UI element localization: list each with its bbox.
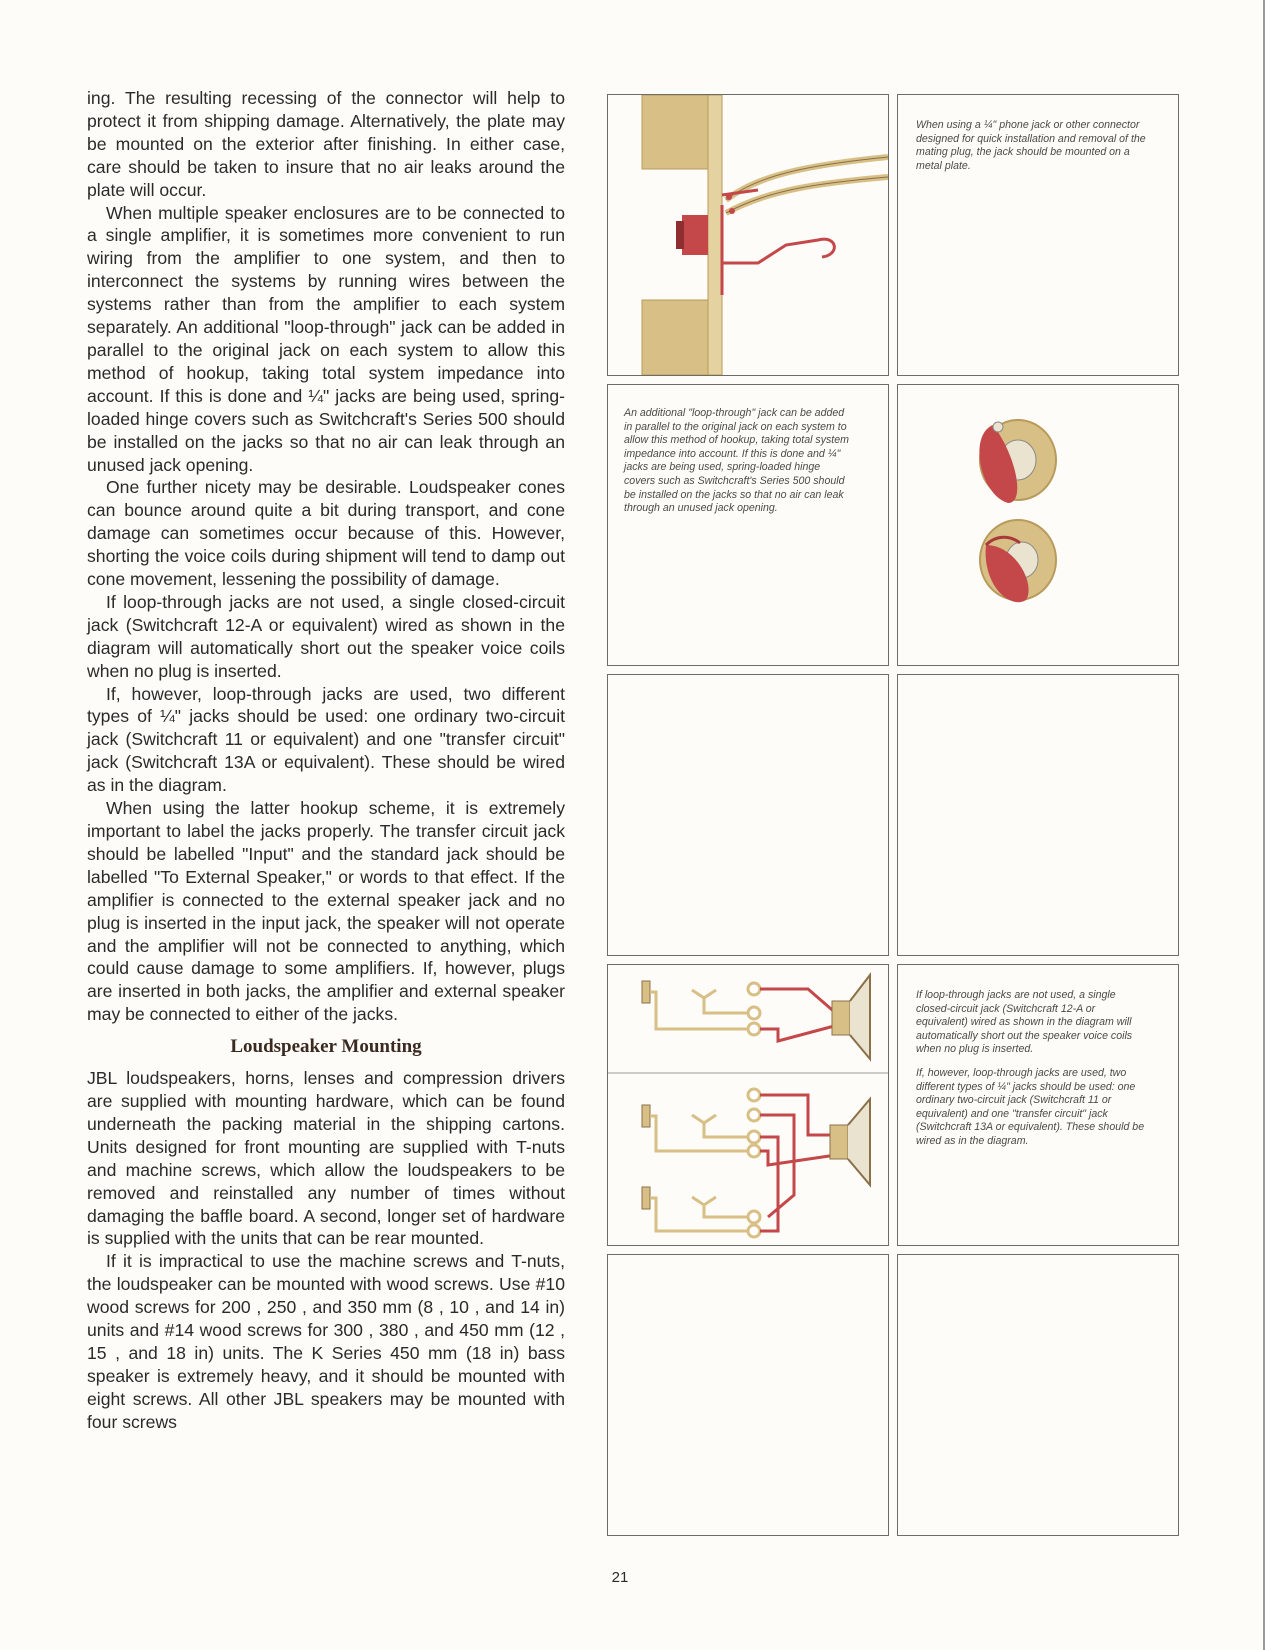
- empty-frame: [897, 674, 1179, 956]
- wiring-diagram: [608, 965, 888, 1245]
- main-text-column: [87, 87, 565, 1434]
- paragraph: When using the latter hookup scheme, it is extremely important to label the jacks properly. The transfer circuit jack should be labelled "Input" and the standard jack should be labelled "To External Speaker," or words to that effect. If the amplifier is connected to the external speaker jack and no plug is inserted in the input jack, the speaker will not operate and the amplifier will not be connected to anything, which could cause damage to some amplifiers. If, however, plugs are inserted in both jacks, the amplifier and external speaker may be connected to either of the jacks.: [87, 798, 565, 1025]
- caption-text: When using a ¼" phone jack or other connector designed for quick installation and removal of the mating plug, the jack should be mounted on a metal plate.: [916, 119, 1146, 172]
- caption-phone-jack: [916, 119, 1156, 183]
- caption-wiring: [916, 989, 1146, 1159]
- section-heading: Loudspeaker Mounting: [230, 1036, 422, 1058]
- figure-jack-on-plate: [607, 94, 889, 376]
- paragraph: When multiple speaker enclosures are to be connected to a single amplifier, it is sometimes more convenient to run wiring from the amplifier to one system, and then to interconnect the systems by running wires between the systems rather than from the amplifier to each system separately. An additional "loop-through" jack can be added in parallel to the original jack on each system to allow this method of hookup, taking total system impedance into account. If this is done and ¼" jacks are being used, spring-loaded hinge covers such as Switchcraft's Series 500 should be installed on the jacks so that no air can leak through an unused jack opening.: [87, 202, 565, 475]
- empty-frame: [607, 1254, 889, 1536]
- paragraph: One further nicety may be desirable. Loudspeaker cones can bounce around quite a bit during transport, and cone damage can sometimes occur because of this. However, shorting the voice coils during shipment will tend to damp out cone movement, lessening the possibility of damage.: [87, 477, 565, 590]
- figure-wiring-diagrams: [607, 964, 889, 1246]
- figure-hinge-covers: [897, 384, 1179, 666]
- paragraph: If loop-through jacks are not used, a single closed-circuit jack (Switchcraft 12-A or equivalent) wired as shown in the diagram will automatically short out the speaker voice coils when no plug is inserted.: [87, 591, 565, 681]
- caption-box-loop-through: [607, 384, 889, 666]
- caption-box-phone-jack: [897, 94, 1179, 376]
- caption-loop-through: [624, 407, 854, 526]
- caption-text: If loop-through jacks are not used, a single closed-circuit jack (Switchcraft 12-A or equivalent) wired as shown in the diagram will automatically short out the speaker voice coils when no plug is inserted.: [916, 989, 1133, 1056]
- paragraph: If, however, loop-through jacks are used, two different types of ¼" jacks should be used: one ordinary two-circuit jack (Switchcraft 11 or equivalent) and one "transfer circuit" jack (Switchcraft 13A or equivalent). These should be wired as in the diagram.: [87, 683, 565, 796]
- empty-frame: [897, 1254, 1179, 1536]
- caption-text: An additional "loop-through" jack can be added in parallel to the original jack on each system to allow this method of hookup, taking total system impedance into account. If this is done and ¼" jacks are being used, spring-loaded hinge covers such as Switchcraft's Series 500 should be installed on the jacks so that no air can leak through an unused jack opening.: [624, 407, 849, 515]
- empty-frame: [607, 674, 889, 956]
- jack-plate-illustration: [608, 95, 888, 375]
- paragraph: ing. The resulting recessing of the connector will help to protect it from shipping damage. Alternatively, the plate may be mounted on the exterior after finishing. In either case, care should be taken to insure that no air leaks around the plate will occur.: [87, 88, 565, 200]
- paragraph: If it is impractical to use the machine screws and T-nuts, the loudspeaker can be mounted with wood screws. Use #10 wood screws for 200 , 250 , and 350 mm (8 , 10 , and 14 in) units and #14 wood screws for 300 , 380 , and 450 mm (12 , 15 , and 18 in) units. The K Series 450 mm (18 in) bass speaker is extremely heavy, and it should be mounted with eight screws. All other JBL speakers may be mounted with four screws: [87, 1251, 565, 1432]
- hinge-cover-illustration: [898, 385, 1178, 665]
- paragraph: JBL loudspeakers, horns, lenses and compression drivers are supplied with mounting hardware, which can be found underneath the packing material in the shipping cartons. Units designed for front mounting are supplied with T-nuts and machine screws, which allow the loudspeakers to be removed and reinstalled any number of times without damaging the baffle board. A second, longer set of hardware is supplied with the units that can be rear mounted.: [87, 1068, 565, 1249]
- page-number: 21: [611, 1569, 629, 1586]
- caption-box-wiring: [897, 964, 1179, 1246]
- caption-text: If, however, loop-through jacks are used, two different types of ¼" jacks should be used: one ordinary two-circuit jack (Switchcraft 11 or equivalent) and one "transfer circuit" jack (Switchcraft 13A or equivalent). These should be wired as in the diagram.: [916, 1066, 1145, 1147]
